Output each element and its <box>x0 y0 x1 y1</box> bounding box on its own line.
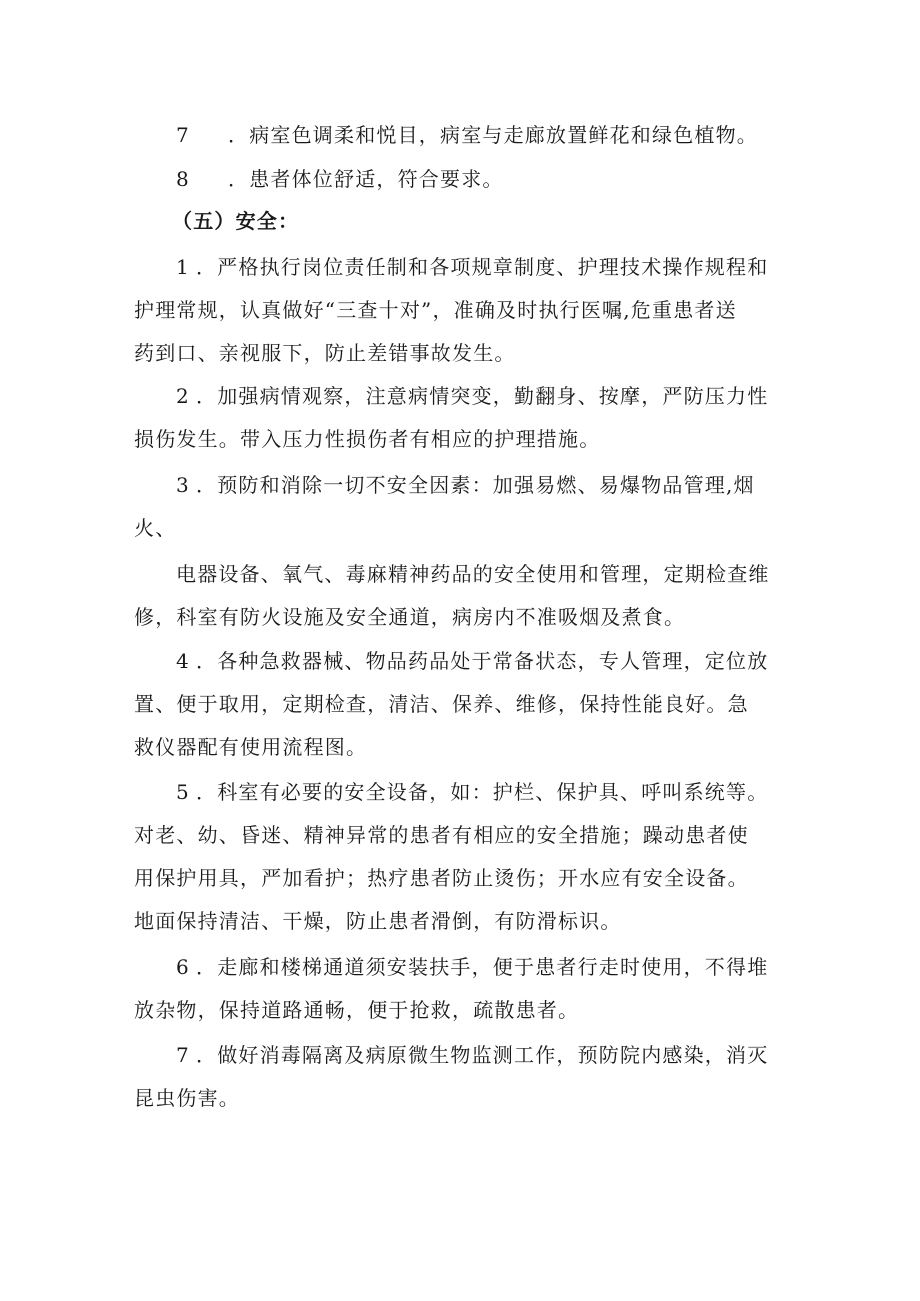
list-item-6-line-2: 放杂物，保持道路通畅，便于抢救，疏散患者。 <box>134 998 580 1022</box>
item-number: 5 <box>176 780 190 804</box>
list-item-3-line-2: 火、 <box>134 516 177 540</box>
list-item-1-line-1 <box>176 253 768 281</box>
list-item-7-disinfection-line-1 <box>176 1041 768 1069</box>
item-number: 3 <box>176 473 190 497</box>
list-item-5-line-4: 地面保持清洁、干燥，防止患者滑倒，有防滑标识。 <box>134 909 622 933</box>
item-text: ．各种急救器械、物品药品处于常备状态，专人管理，定位放 <box>196 649 769 673</box>
list-item-2-line-1 <box>176 382 768 410</box>
item-text: ．走廊和楼梯通道须安装扶手，便于患者行走时使用，不得堆 <box>196 955 769 979</box>
list-item-6-line-1 <box>176 953 768 981</box>
list-item-4-line-3: 救仪器配有使用流程图。 <box>134 735 368 759</box>
list-item-3-line-1 <box>176 471 755 499</box>
list-item-5-line-1 <box>176 778 768 806</box>
item-text: ．加强病情观察，注意病情突变，勤翻身、按摩，严防压力性 <box>196 384 769 408</box>
list-item-5-line-2: 对老、幼、昏迷、精神异常的患者有相应的安全措施；躁动患者使 <box>134 823 749 847</box>
item-number: 8 <box>176 167 190 191</box>
list-item-4-line-2: 置、便于取用，定期检查，清洁、保养、维修，保持性能良好。急 <box>134 692 749 716</box>
section-heading: （五）安全： <box>172 209 300 233</box>
item-number: 1 <box>176 255 190 279</box>
list-item-8-posture <box>176 165 504 193</box>
item-text: ．预防和消除一切不安全因素：加强易燃、易爆物品管理,烟 <box>196 473 755 497</box>
item-text: ．患者体位舒适，符合要求。 <box>228 167 504 191</box>
list-item-3-line-4: 修，科室有防火设施及安全通道，病房内不准吸烟及煮食。 <box>134 605 686 629</box>
list-item-7-environment <box>176 121 758 149</box>
list-item-1-line-2: 护理常规，认真做好“三查十对”，准确及时执行医嘱,危重患者送 <box>134 298 737 322</box>
item-number: 7 <box>176 1043 190 1067</box>
list-item-7-disinfection-line-2: 昆虫伤害。 <box>134 1086 240 1110</box>
list-item-2-line-2: 损伤发生。带入压力性损伤者有相应的护理措施。 <box>134 427 601 451</box>
list-item-1-line-3: 药到口、亲视服下，防止差错事故发生。 <box>134 341 516 365</box>
list-item-5-line-3: 用保护用具，严加看护；热疗患者防止烫伤；开水应有安全设备。 <box>134 866 749 890</box>
item-text: ．做好消毒隔离及病原微生物监测工作，预防院内感染，消灭 <box>196 1043 769 1067</box>
item-text: ．严格执行岗位责任制和各项规章制度、护理技术操作规程和 <box>196 255 769 279</box>
list-item-3-line-3: 电器设备、氧气、毒麻精神药品的安全使用和管理，定期检查维 <box>176 562 770 586</box>
item-text: ．病室色调柔和悦目，病室与走廊放置鲜花和绿色植物。 <box>228 123 758 147</box>
item-number: 7 <box>176 123 190 147</box>
item-number: 4 <box>176 649 190 673</box>
item-number: 2 <box>176 384 190 408</box>
list-item-4-line-1 <box>176 647 768 675</box>
item-number: 6 <box>176 955 190 979</box>
item-text: ．科室有必要的安全设备，如：护栏、保护具、呼叫系统等。 <box>196 780 769 804</box>
